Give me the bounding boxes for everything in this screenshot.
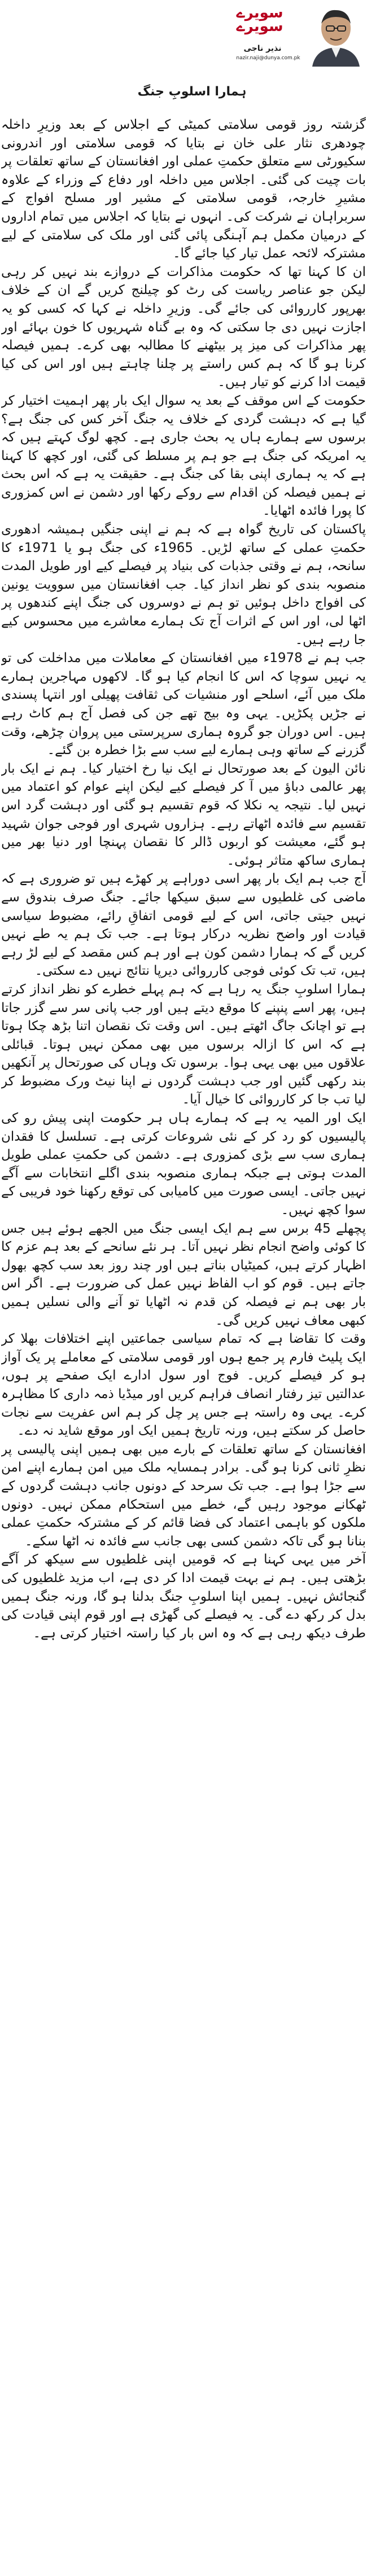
article-paragraph: پاکستان کی تاریخ گواہ ہے کہ ہم نے اپنی جنگیں ہمیشہ ادھوری حکمتِ عملی کے ساتھ لڑیں۔ 1965ء کی جنگ ہو یا 1971ء کا سانحہ، ہم نے وقتی جذبات کی بنیاد پر فیصلے کیے اور طویل المدت منصوبہ بندی کو نظر انداز کیا۔ جب افغانستان میں سوویت یونین کی افواج داخل ہوئیں تو ہم نے دوسروں کی جنگ اپنے کندھوں پر اٹھا لی، اور اس کے اثرات آج تک ہمارے معاشرے میں محسوس کیے جا رہے ہیں۔ — [1, 522, 366, 647]
article-paragraph: آخر میں یہی کہنا ہے کہ قومیں اپنی غلطیوں سے سیکھ کر آگے بڑھتی ہیں۔ ہم نے بہت قیمت ادا کر دی ہے، اب مزید غلطیوں کی گنجائش نہیں۔ ہمیں اپنا اسلوبِ جنگ بدلنا ہو گا، ورنہ جنگ ہمیں بدل کر رکھ دے گی۔ یہ فیصلے کی گھڑی ہے اور قوم اپنی قیادت کی طرف دیکھ رہی ہے کہ وہ اس بار کیا راستہ اختیار کرتی ہے۔ — [1, 1552, 366, 1641]
author-email: nazir.naji@dunya.com.pk — [236, 55, 300, 61]
article-body — [1, 116, 366, 2574]
column-series-title-line2: سویرے — [236, 18, 283, 35]
article-paragraph: ان کا کہنا تھا کہ حکومت مذاکرات کے دروازے بند نہیں کر رہی لیکن جو عناصر ریاست کی رٹ کو چیلنج کریں گے ان کے خلاف بھرپور کارروائی کی جائے گی۔ وزیرِ داخلہ نے کہا کہ کسی کو یہ اجازت نہیں دی جا سکتی کہ وہ بے گناہ شہریوں کا خون بہائے اور پھر مذاکرات کی میز پر بیٹھنے کا مطالبہ بھی کرے۔ ہمیں فیصلہ کرنا ہو گا کہ ہم کس راستے پر چلنا چاہتے ہیں اور اس کی کیا قیمت ادا کرنے کو تیار ہیں۔ — [1, 264, 366, 390]
article-paragraph: جب ہم نے 1978ء میں افغانستان کے معاملات میں مداخلت کی تو یہ نہیں سوچا کہ اس کا انجام کیا ہو گا۔ لاکھوں مہاجرین ہمارے ملک میں آئے، اسلحے اور منشیات کی ثقافت پھیلی اور انتہا پسندی نے جڑیں پکڑیں۔ یہی وہ بیج تھے جن کی فصل آج ہم کاٹ رہے ہیں۔ اس دوران جو گروہ ہماری سرپرستی میں پروان چڑھے، وقت گزرنے کے ساتھ وہی ہمارے لیے سب سے بڑا خطرہ بن گئے۔ — [1, 651, 366, 758]
article-paragraph: گزشتہ روز قومی سلامتی کمیٹی کے اجلاس کے بعد وزیرِ داخلہ چودھری نثار علی خان نے بتایا کہ قومی سلامتی اور اندرونی سکیورٹی سے متعلق حکمتِ عملی اور افغانستان کے ساتھ تعلقات پر بات چیت کی گئی۔ اجلاس میں داخلہ اور دفاع کے وزراء کے علاوہ مشیرِ خارجہ، قومی سلامتی کے مشیر اور مسلح افواج کے سربراہان نے شرکت کی۔ انہوں نے بتایا کہ اجلاس میں تمام اداروں کے درمیان مکمل ہم آہنگی پائی گئی اور ملک کی سلامتی کے لیے مشترکہ لائحہ عمل تیار کیا جائے گا۔ — [1, 117, 366, 261]
article-paragraph: آج جب ہم ایک بار پھر اسی دوراہے پر کھڑے ہیں تو ضروری ہے کہ ماضی کی غلطیوں سے سبق سیکھا جائے۔ جنگ صرف بندوق سے نہیں جیتی جاتی، اس کے لیے قومی اتفاقِ رائے، مضبوط سیاسی قیادت اور واضح نظریہ درکار ہوتا ہے۔ جب تک ہم یہ طے نہیں کریں گے کہ ہمارا دشمن کون ہے اور ہم کس مقصد کے لیے لڑ رہے ہیں، تب تک کوئی فوجی کارروائی دیرپا نتائج نہیں دے سکتی۔ — [1, 871, 366, 979]
article-paragraph: وقت کا تقاضا ہے کہ تمام سیاسی جماعتیں اپنے اختلافات بھلا کر ایک پلیٹ فارم پر جمع ہوں اور قومی سلامتی کے معاملے پر یک آواز ہو کر فیصلے کریں۔ فوج اور سول ادارے ایک صفحے پر ہوں، عدالتیں تیز رفتار انصاف فراہم کریں اور میڈیا ذمہ داری کا مظاہرہ کرے۔ یہی وہ راستہ ہے جس پر چل کر ہم اس عفریت سے نجات حاصل کر سکتے ہیں، ورنہ تاریخ ہمیں ایک اور موقع شاید نہ دے۔ — [1, 1331, 366, 1439]
article-paragraph: افغانستان کے ساتھ تعلقات کے بارے میں بھی ہمیں اپنی پالیسی پر نظرِ ثانی کرنا ہو گی۔ برادر ہمسایہ ملک میں امن ہمارے اپنے امن سے جڑا ہوا ہے۔ جب تک سرحد کے دونوں جانب دہشت گردوں کے ٹھکانے موجود رہیں گے، خطے میں استحکام ممکن نہیں۔ دونوں ملکوں کو باہمی اعتماد کی فضا قائم کر کے مشترکہ حکمتِ عملی بنانا ہو گی تاکہ دشمن کسی بھی جانب سے فائدہ نہ اٹھا سکے۔ — [1, 1442, 366, 1549]
column-masthead — [0, 0, 367, 116]
article-paragraph: ایک اور المیہ یہ ہے کہ ہمارے ہاں ہر حکومت اپنی پیش رو کی پالیسیوں کو رد کر کے نئی شروعات کرتی ہے۔ تسلسل کا فقدان ہماری سب سے بڑی کمزوری ہے۔ دشمن کی حکمتِ عملی طویل المدت ہوتی ہے جبکہ ہماری منصوبہ بندی اگلے انتخابات سے آگے نہیں جاتی۔ ایسی صورت میں کامیابی کی توقع رکھنا خود فریبی کے سوا کچھ نہیں۔ — [1, 1111, 366, 1218]
article-paragraph: نائن الیون کے بعد صورتحال نے ایک نیا رخ اختیار کیا۔ ہم نے ایک بار پھر عالمی دباؤ میں آ کر فیصلے کیے لیکن اپنے عوام کو اعتماد میں نہیں لیا۔ نتیجہ یہ نکلا کہ قوم تقسیم ہو گئی اور دہشت گرد اس تقسیم سے فائدہ اٹھاتے رہے۔ ہزاروں شہری اور فوجی جوان شہید ہو گئے، معیشت کو اربوں ڈالر کا نقصان پہنچا اور دنیا بھر میں ہماری ساکھ متاثر ہوئی۔ — [1, 761, 366, 868]
author-portrait-icon — [308, 3, 364, 67]
article-paragraph: پچھلے 45 برس سے ہم ایک ایسی جنگ میں الجھے ہوئے ہیں جس کا کوئی واضح انجام نظر نہیں آتا۔ ہر نئے سانحے کے بعد ہم عزم کا اظہار کرتے ہیں، کمیٹیاں بناتے ہیں اور چند روز بعد سب کچھ بھول جاتے ہیں۔ قوم کو اب الفاظ نہیں عمل کی ضرورت ہے۔ اگر اس بار بھی ہم نے فیصلہ کن قدم نہ اٹھایا تو آنے والی نسلیں ہمیں کبھی معاف نہیں کریں گی۔ — [1, 1221, 366, 1328]
column-series-title-line1: سویرے — [236, 5, 283, 21]
author-name: نذیر ناجی — [243, 44, 282, 53]
author-photo — [308, 3, 364, 67]
article-paragraph: حکومت کے اس موقف کے بعد یہ سوال ایک بار پھر اہمیت اختیار کر گیا ہے کہ دہشت گردی کے خلاف یہ جنگ آخر کس کی جنگ ہے؟ برسوں سے ہمارے ہاں یہ بحث جاری ہے۔ کچھ لوگ کہتے ہیں کہ یہ امریکہ کی جنگ ہے جو ہم پر مسلط کی گئی، اور کچھ کا کہنا ہے کہ یہ ہماری اپنی بقا کی جنگ ہے۔ حقیقت یہ ہے کہ اس بحث نے ہمیں فیصلہ کن اقدام سے روکے رکھا اور دشمن نے اس کمزوری کا پورا فائدہ اٹھایا۔ — [1, 393, 366, 519]
article-headline: ہمارا اسلوبِ جنگ — [137, 85, 247, 99]
column-series-logo — [231, 5, 288, 44]
article-paragraph: ہمارا اسلوبِ جنگ یہ رہا ہے کہ ہم پہلے خطرے کو نظر انداز کرتے ہیں، پھر اسے پنپنے کا موقع دیتے ہیں اور جب پانی سر سے گزر جاتا ہے تو اچانک جاگ اٹھتے ہیں۔ اس وقت تک نقصان اتنا بڑھ چکا ہوتا ہے کہ اس کا ازالہ برسوں میں بھی ممکن نہیں ہوتا۔ قبائلی علاقوں میں بھی یہی ہوا۔ برسوں تک وہاں کی صورتحال پر آنکھیں بند رکھی گئیں اور جب دہشت گردوں نے اپنا نیٹ ورک مضبوط کر لیا تب جا کر کارروائی کا خیال آیا۔ — [1, 982, 366, 1107]
